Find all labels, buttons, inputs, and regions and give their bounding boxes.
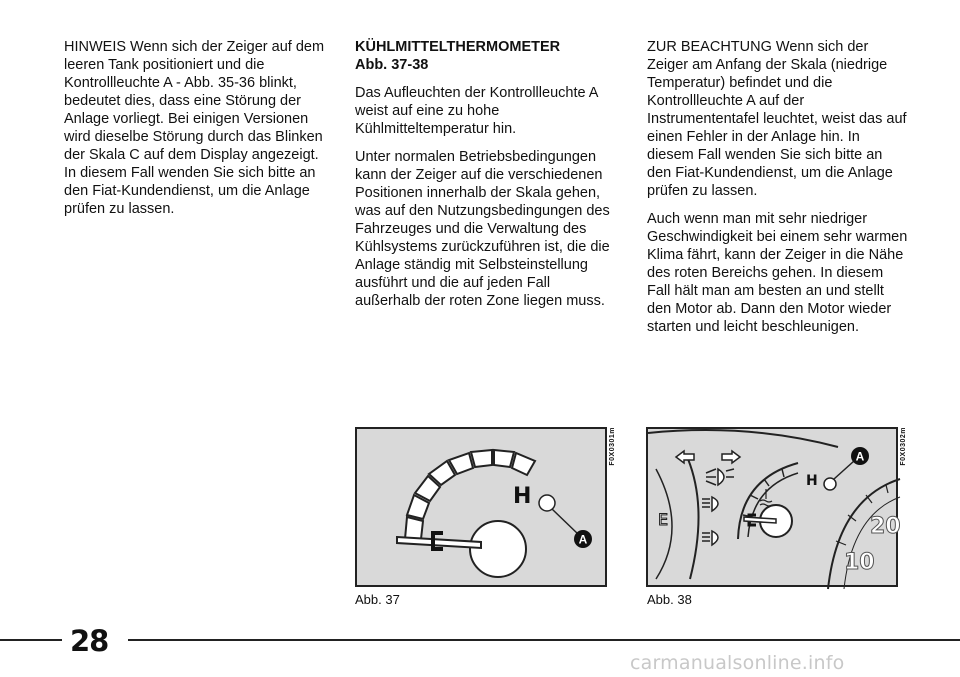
footer-rule-left — [0, 639, 62, 641]
paragraph-hot-climate: Auch wenn man mit sehr niedriger Geschwindigkeit bei einem sehr warmen Klima fährt, kann der Zeiger in die Nähe des roten Bereichs gehen. In diesem Fall hält man am besten an und stellt den Motor ab. Dann den Motor wieder starten und leicht beschleunigen. — [647, 211, 908, 335]
speed-label-10: 10 — [844, 550, 875, 575]
footer-rule-right — [128, 639, 960, 641]
cluster-callout-a: A — [855, 449, 865, 464]
figure-38-instrument-cluster — [646, 427, 901, 587]
middle-text-column — [355, 38, 617, 320]
section-title: KÜHLMITTELTHERMOMETER — [355, 39, 561, 55]
note-fuel-warning: HINWEIS Wenn sich der Zeiger auf dem leeren Tank positioniert und die Kontrollleuchte A - Abb. 35-36 blinkt, bedeutet dies, dass eine Störung der Anlage vorliegt. Bei einigen Versionen wird dieselbe Störung durch das Blinken der Skala C auf dem Display angezeigt. In diesem Fall wenden Sie sich bitte an den Fiat-Kundendienst, um die Anlage prüfen zu lassen. — [64, 39, 325, 217]
page-number: 28 — [70, 624, 109, 658]
section-heading — [355, 38, 617, 74]
cluster-label-high: H — [806, 473, 818, 489]
gauge-illustration — [357, 429, 605, 585]
left-text-column — [64, 38, 326, 228]
paragraph-warning-light: Das Aufleuchten der Kontrollleuchte A weist auf eine zu hohe Kühlmitteltemperatur hin. — [355, 85, 598, 137]
right-text-column — [647, 38, 909, 346]
figure-38-code: F0X0302m — [900, 427, 907, 466]
figure-38-caption: Abb. 38 — [647, 592, 692, 607]
figure-37-temperature-gauge — [355, 427, 607, 587]
watermark: carmanualsonline.info — [630, 652, 845, 674]
note-low-temperature: ZUR BEACHTUNG Wenn sich der Zeiger am Anfang der Skala (niedrige Temperatur) befindet und die Kontrollleuchte A auf der Instrumententafel leuchtet, weist das auf einen Fehler in der Anlage hin. In diesem Fall wenden Sie sich bitte an den Fiat-Kundendienst, um die Anlage prüfen zu lassen. — [647, 39, 907, 199]
section-figure-ref: Abb. 37-38 — [355, 57, 429, 73]
callout-a: A — [578, 532, 588, 547]
gauge-label-high: H — [513, 484, 532, 509]
cluster-illustration — [648, 429, 901, 585]
paragraph-normal-operation: Unter normalen Betriebsbedingungen kann der Zeiger auf die verschiedenen Positionen innerhalb der Skala gehen, was auf den Nutzungsbedingungen des Fahrzeuges und die Verwaltung des Kühlsystems zurückzuführen ist, die die Anlage ständig mit Selbsteinstellung ausführt und die auf jeden Fall außerhalb der roten Zone liegen muss. — [355, 149, 610, 309]
speed-label-20: 20 — [870, 514, 901, 539]
figure-37-code: F0X0301m — [609, 427, 616, 466]
fuel-label-e: E — [658, 510, 669, 529]
figure-37-caption: Abb. 37 — [355, 592, 400, 607]
